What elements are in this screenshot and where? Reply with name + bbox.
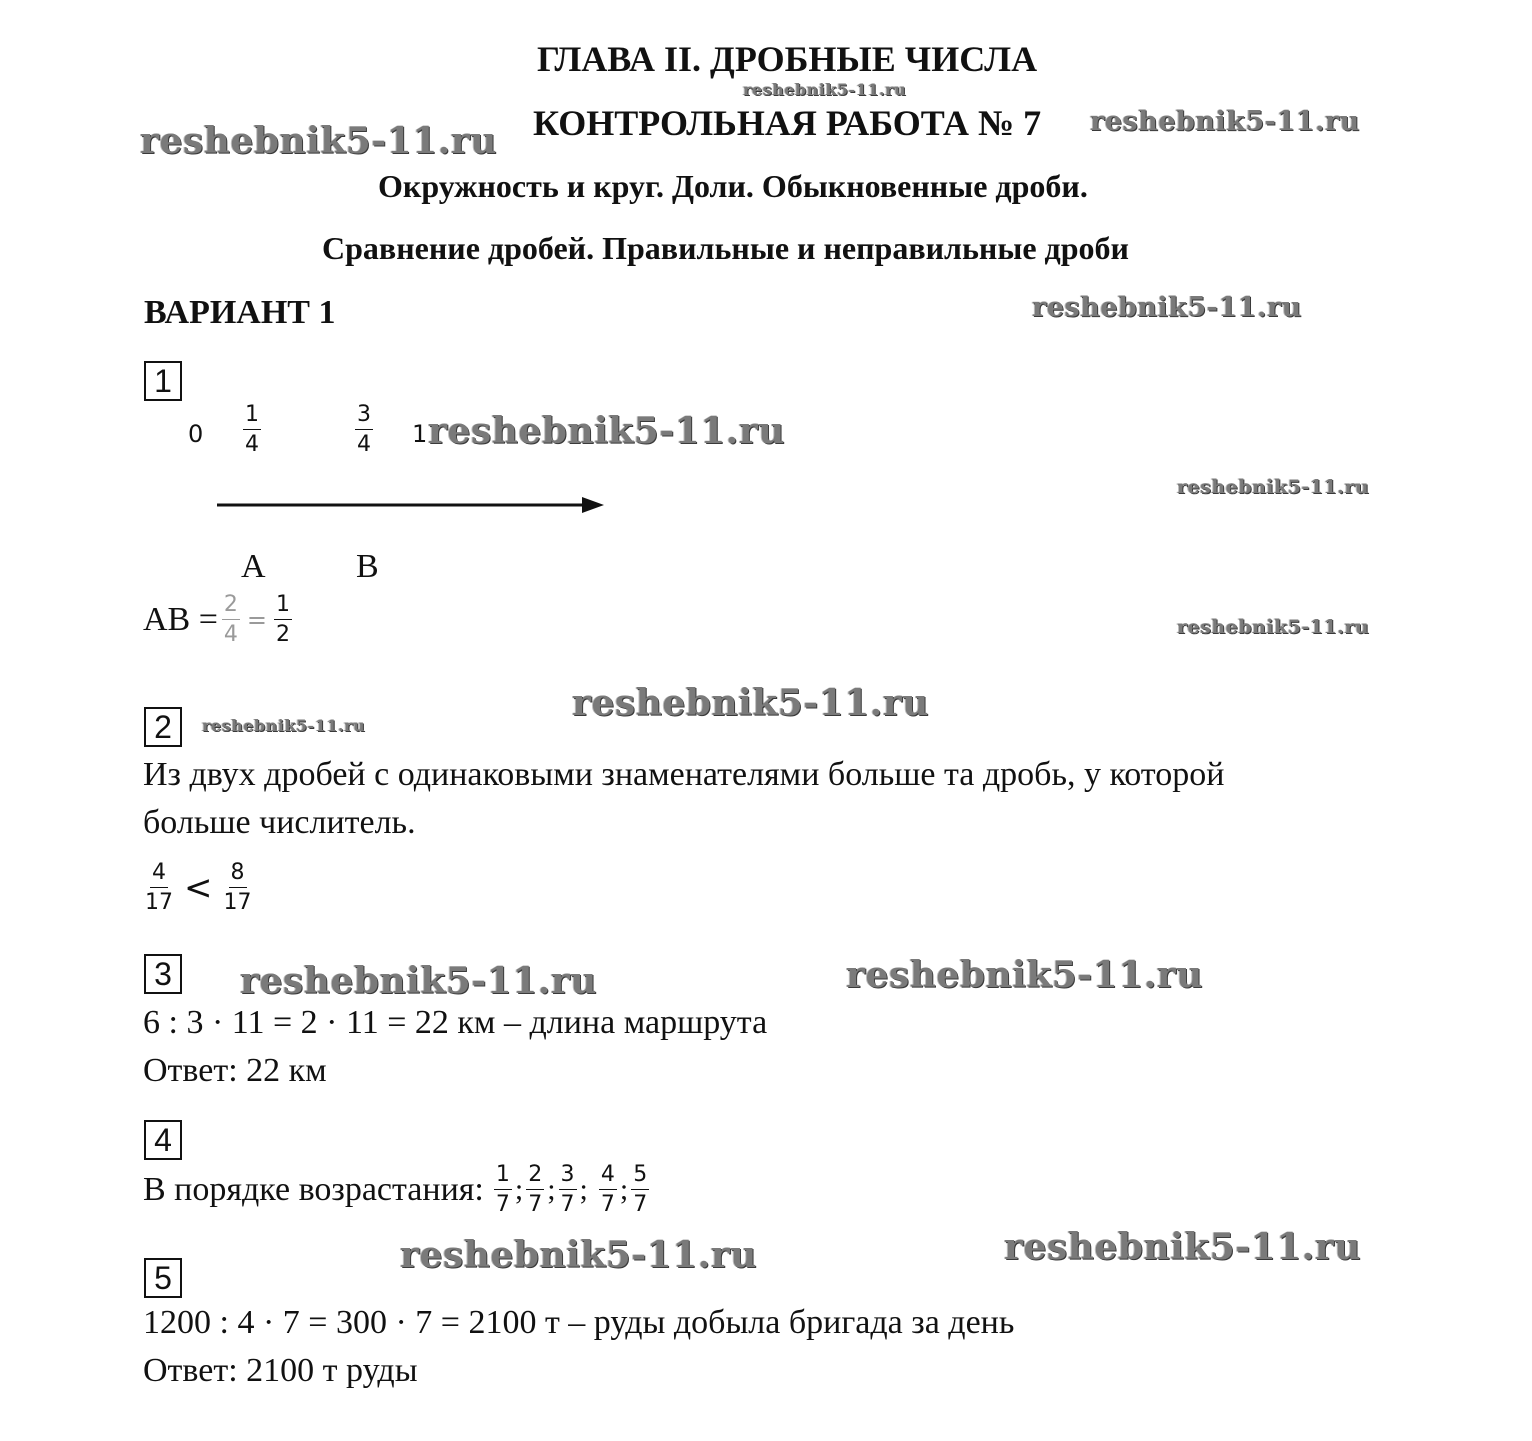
work-title: КОНТРОЛЬНАЯ РАБОТА № 7 (533, 103, 1042, 143)
task-number-4: 4 (144, 1120, 182, 1160)
task5-answer: Ответ: 2100 т руды (143, 1352, 418, 1389)
denominator: 4 (245, 432, 259, 458)
watermark: reshebnik5-11.ru (400, 1234, 757, 1276)
less-than-sign: < (184, 867, 213, 908)
task2-rule-line-1: Из двух дробей с одинаковыми знаменателями больше та дробь, у которой (143, 756, 1225, 793)
numerator: 1 (274, 592, 292, 620)
watermark: reshebnik5-11.ru (202, 716, 366, 735)
denominator: 17 (145, 890, 173, 916)
fraction-comparison (140, 860, 257, 916)
task5-calculation: 1200 : 4 · 7 = 300 · 7 = 2100 т – руды добыла бригада за день (143, 1304, 1015, 1341)
denominator: 7 (600, 1192, 615, 1218)
watermark: reshebnik5-11.ru (1177, 476, 1370, 498)
numerator: 8 (229, 860, 247, 888)
topic-line-1: Окружность и круг. Доли. Обыкновенные дроби. (378, 168, 1088, 204)
watermark: reshebnik5-11.ru (140, 120, 497, 162)
watermark: reshebnik5-11.ru (428, 410, 785, 452)
number-line-one: 1 (412, 420, 428, 448)
numerator: 4 (150, 860, 168, 888)
denominator: 7 (495, 1192, 510, 1218)
numerator: 2 (222, 592, 240, 620)
numerator: 4 (599, 1162, 617, 1190)
denominator: 7 (560, 1192, 575, 1218)
denominator: 7 (528, 1192, 543, 1218)
task3-answer: Ответ: 22 км (143, 1052, 327, 1089)
separator: ; (547, 1172, 556, 1206)
separator: ; (579, 1172, 588, 1206)
chapter-title: ГЛАВА II. ДРОБНЫЕ ЧИСЛА (537, 39, 1038, 79)
numerator: 1 (494, 1162, 512, 1190)
numerator: 5 (631, 1162, 649, 1190)
task4-label: В порядке возрастания: (143, 1170, 484, 1208)
point-b-label: B (356, 548, 379, 585)
topic-line-2: Сравнение дробей. Правильные и неправильные дроби (322, 230, 1129, 266)
ab-label: AB = (143, 600, 218, 638)
watermark: reshebnik5-11.ru (572, 682, 929, 724)
denominator: 4 (357, 432, 371, 458)
task2-rule-line-2: больше числитель. (143, 804, 416, 841)
task-number-3: 3 (144, 954, 182, 994)
separator: ; (514, 1172, 524, 1206)
equals-sign: = (246, 605, 268, 634)
denominator: 2 (276, 622, 291, 648)
point-a-label: A (241, 548, 266, 585)
numerator: 1 (243, 402, 261, 430)
task-number-2: 2 (144, 707, 182, 747)
numerator: 3 (355, 402, 373, 430)
task-number-1: 1 (144, 361, 182, 401)
task4-ordering (143, 1162, 652, 1218)
watermark: reshebnik5-11.ru (846, 954, 1203, 996)
arrow-head-icon (582, 497, 604, 513)
separator: ; (619, 1172, 629, 1206)
number-line-arrow (214, 492, 606, 518)
task-number-5: 5 (144, 1258, 182, 1298)
fraction-one-quarter (240, 402, 264, 458)
watermark: reshebnik5-11.ru (743, 80, 907, 99)
watermark: reshebnik5-11.ru (240, 960, 597, 1002)
numerator: 2 (526, 1162, 544, 1190)
watermark: reshebnik5-11.ru (1032, 292, 1302, 323)
denominator: 4 (223, 622, 238, 648)
watermark: reshebnik5-11.ru (1090, 106, 1360, 137)
fraction-three-quarters (352, 402, 376, 458)
watermark: reshebnik5-11.ru (1177, 616, 1370, 638)
watermark: reshebnik5-11.ru (1004, 1226, 1361, 1268)
numerator: 3 (559, 1162, 577, 1190)
denominator: 17 (223, 890, 252, 916)
denominator: 7 (633, 1192, 648, 1218)
number-line-zero: 0 (188, 420, 204, 448)
variant-label: ВАРИАНТ 1 (144, 294, 336, 331)
ab-expression (143, 592, 295, 648)
task3-calculation: 6 : 3 · 11 = 2 · 11 = 22 км – длина маршрута (143, 1004, 768, 1041)
